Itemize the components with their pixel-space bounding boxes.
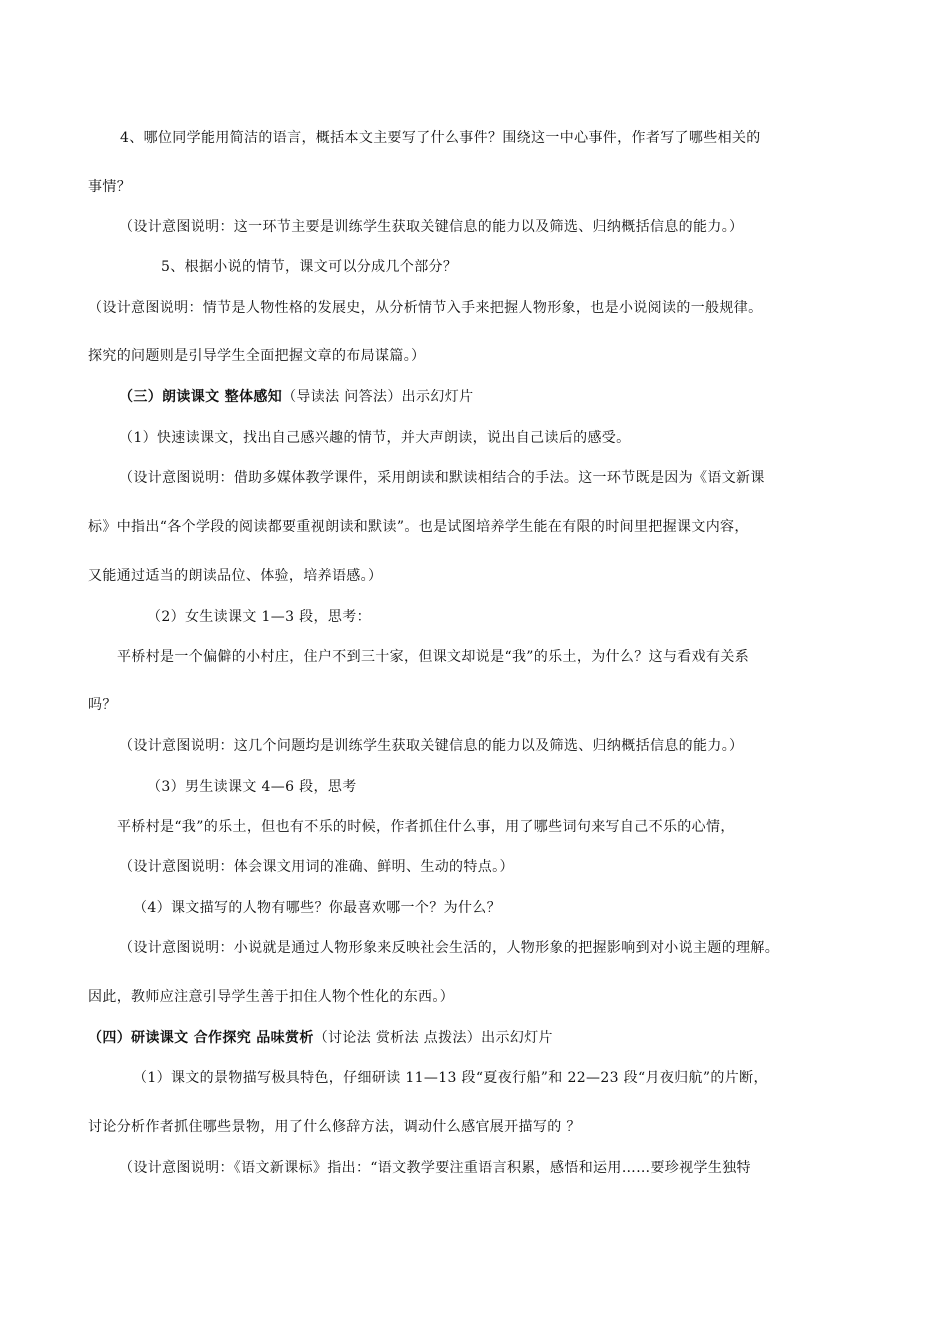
task-4: （4）课文描写的人物有哪些？你最喜欢哪一个？为什么？ [133, 900, 502, 916]
design-note-6-line2: 因此，教师应注意引导学生善于扣住人物个性化的东西。） [88, 989, 455, 1005]
design-note-4: （设计意图说明：这几个问题均是训练学生获取关键信息的能力以及筛选、归纳概括信息的能力。） [119, 738, 744, 754]
task-3: （3）男生读课文 4—6 段，思考 [147, 779, 357, 795]
section-4-methods: （讨论法 赏析法 点拨法）出示幻灯片 [313, 1030, 553, 1046]
design-note-5: （设计意图说明：体会课文用词的准确、鲜明、生动的特点。） [119, 859, 514, 875]
section-3-heading-line [119, 387, 473, 407]
section-3-methods: （导读法 问答法）出示幻灯片 [282, 389, 474, 405]
question-3: 平桥村是“我”的乐土，但也有不乐的时候，作者抓住什么事，用了哪些词句来写自己不乐的心情， [117, 819, 735, 835]
design-note-3-line3: 又能通过适当的朗读品位、体验，培养语感。） [88, 568, 383, 584]
paragraph-q5: 5、根据小说的情节，课文可以分成几个部分？ [161, 259, 458, 275]
design-note-2-line1: （设计意图说明：情节是人物性格的发展史，从分析情节入手来把握人物形象，也是小说阅读的一般规律。 [88, 300, 763, 316]
design-note-6-line1: （设计意图说明：小说就是通过人物形象来反映社会生活的，人物形象的把握影响到对小说主题的理解。 [119, 940, 780, 956]
study-task-1-line1: （1）课文的景物描写极具特色，仔细研读 11—13 段“夏夜行船”和 22—23 段“月夜归航”的片断， [133, 1070, 768, 1086]
section-4-heading-line [88, 1028, 553, 1048]
design-note-7: （设计意图说明：《语文新课标》指出：“语文教学要注重语言积累，感悟和运用……要珍视学生独特 [119, 1160, 751, 1176]
design-note-2-line2: 探究的问题则是引导学生全面把握文章的布局谋篇。） [88, 348, 426, 364]
paragraph-q4-line2: 事情？ [88, 179, 132, 195]
task-1: （1）快速读课文，找出自己感兴趣的情节，并大声朗读，说出自己读后的感受。 [119, 430, 631, 446]
design-note-1: （设计意图说明：这一环节主要是训练学生获取关键信息的能力以及筛选、归纳概括信息的能力。） [119, 219, 744, 235]
study-task-1-line2: 讨论分析作者抓住哪些景物，用了什么修辞方法，调动什么感官展开描写的 ？ [88, 1119, 581, 1135]
question-2-line2: 吗？ [88, 697, 117, 713]
question-2-line1: 平桥村是一个偏僻的小村庄，住户不到三十家，但课文却说是“我”的乐土，为什么？这与看戏有关系 [117, 649, 750, 665]
design-note-3-line1: （设计意图说明：借助多媒体教学课件，采用朗读和默读相结合的手法。这一环节既是因为《语文新课 [119, 470, 765, 486]
paragraph-q4-line1: 4、哪位同学能用简洁的语言，概括本文主要写了什么事件？围绕这一中心事件，作者写了哪些相关的 [120, 130, 761, 146]
task-2: （2）女生读课文 1—3 段，思考： [147, 609, 371, 625]
section-3-heading: （三）朗读课文 整体感知 [119, 389, 283, 405]
design-note-3-line2: 标》中指出“各个学段的阅读都要重视朗读和默读”。也是试图培养学生能在有限的时间里把握课文内容， [88, 519, 749, 535]
section-4-heading: （四）研读课文 合作探究 品味赏析 [88, 1030, 314, 1046]
